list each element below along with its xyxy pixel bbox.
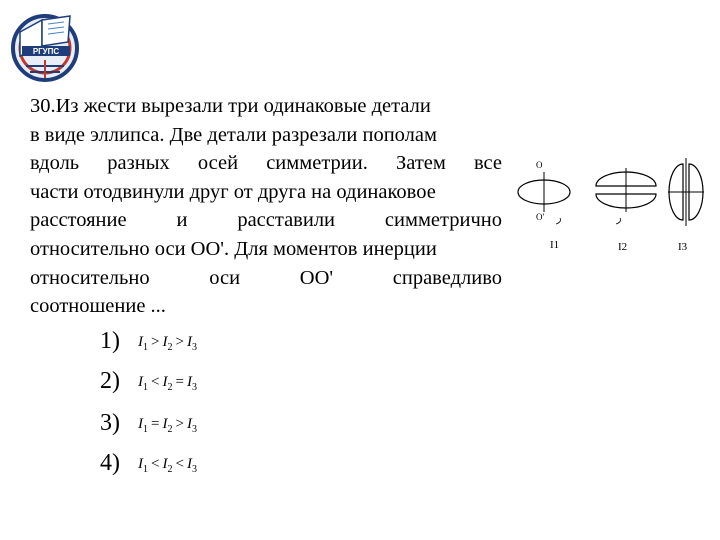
logo-text: РГУПС: [32, 47, 60, 56]
answer-number: 1): [100, 328, 120, 354]
answer-expression: $I_1 = I_2 > I_3$: [138, 416, 197, 435]
answer-expression: $I_1 > I_2 > I_3$: [138, 334, 197, 353]
label-i2: I2: [618, 241, 628, 253]
question-line: в виде эллипса. Две детали разрезали пополам: [30, 123, 437, 146]
label-i3: I3: [678, 241, 688, 253]
question-line: относительно оси ОО'. Для моментов инерции: [30, 237, 437, 260]
question-line: соотношение ...: [30, 295, 166, 318]
figure-1-ellipse: [518, 160, 570, 251]
figure-2-ellipse: [596, 168, 656, 253]
answer-number: 2): [100, 368, 120, 394]
answer-expression: $I_1 < I_2 = I_3$: [138, 374, 197, 393]
axis-label-bottom: O': [536, 212, 545, 222]
ellipse-figure: [516, 150, 712, 260]
question-line: расстояние и расставили симметрично: [30, 209, 502, 232]
axis-label-top: O: [536, 160, 543, 170]
question-line: вдоль разных осей симметрии. Затем все: [30, 152, 502, 175]
university-logo: [2, 2, 88, 88]
question-line: части отодвинули друг от друга на одинаковое: [30, 180, 436, 203]
question-line: 30.Из жести вырезали три одинаковые детали: [30, 95, 431, 117]
answer-number: 3): [100, 410, 120, 436]
answer-number: 4): [100, 450, 120, 476]
answer-expression: $I_1 < I_2 < I_3$: [138, 456, 197, 475]
figure-3-ellipse: [668, 158, 704, 253]
question-line: относительно оси ОО' справедливо: [30, 266, 502, 289]
question-text: [30, 92, 502, 321]
label-i1: I1: [550, 239, 560, 251]
